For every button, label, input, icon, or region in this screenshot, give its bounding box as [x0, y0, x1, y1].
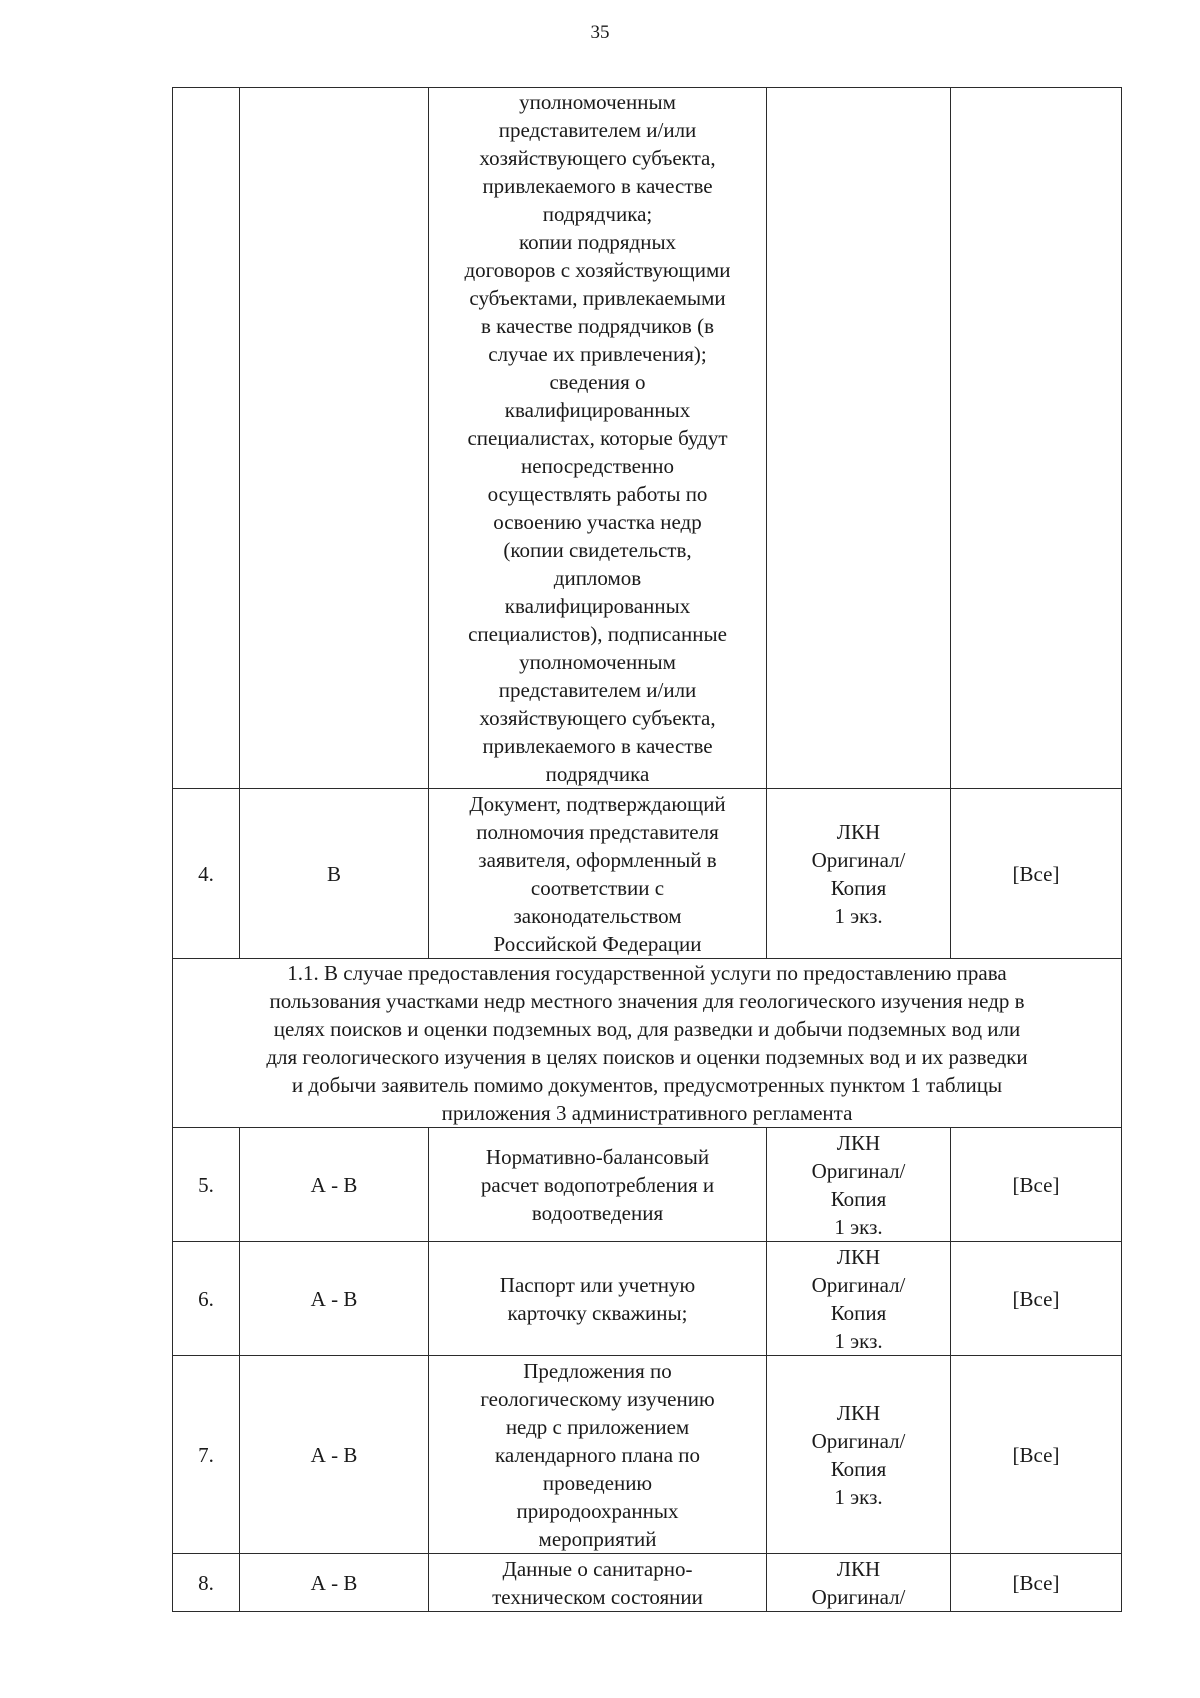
table-row-7 [173, 1356, 1122, 1554]
cell-num: 5. [173, 1128, 240, 1242]
table-row-5 [173, 1128, 1122, 1242]
cell-category: А - В [240, 1242, 429, 1356]
table-row-8 [173, 1554, 1122, 1612]
cell-num: 6. [173, 1242, 240, 1356]
cell-category: А - В [240, 1128, 429, 1242]
page-number: 35 [590, 22, 610, 43]
cell-description: уполномоченным представителем и/или хозяйствующего субъекта, привлекаемого в качестве подрядчика; копии подрядных договоров с хозяйствующими субъектами, привлекаемыми в качестве подрядчиков (в случае их привлечения); сведения о квалифицированных специалистах, которые будут непосредственно осуществлять работы по освоению участка недр (копии свидетельств, дипломов квалифицированных специалистов), подписанные уполномоченным представителем и/или хозяйствующего субъекта, привлекаемого в качестве подрядчика [429, 88, 767, 789]
cell-submission: ЛКН Оригинал/ Копия 1 экз. [767, 1356, 951, 1554]
cell-num [173, 88, 240, 789]
table-row-4 [173, 789, 1122, 959]
documents-table [172, 87, 1122, 1612]
cell-num: 4. [173, 789, 240, 959]
cell-description: Предложения по геологическому изучению недр с приложением календарного плана по проведению природоохранных мероприятий [429, 1356, 767, 1554]
cell-applicability: [Все] [951, 1242, 1122, 1356]
cell-submission: ЛКН Оригинал/ Копия 1 экз. [767, 1128, 951, 1242]
cell-description: Паспорт или учетную карточку скважины; [429, 1242, 767, 1356]
cell-category [240, 88, 429, 789]
cell-applicability [951, 88, 1122, 789]
cell-num: 7. [173, 1356, 240, 1554]
cell-applicability: [Все] [951, 1554, 1122, 1612]
cell-category: В [240, 789, 429, 959]
cell-submission: ЛКН Оригинал/ Копия 1 экз. [767, 789, 951, 959]
cell-submission: ЛКН Оригинал/ Копия 1 экз. [767, 1242, 951, 1356]
table-row-6 [173, 1242, 1122, 1356]
cell-description: Документ, подтверждающий полномочия представителя заявителя, оформленный в соответствии с законодательством Российской Федерации [429, 789, 767, 959]
cell-applicability: [Все] [951, 1356, 1122, 1554]
cell-category: А - В [240, 1554, 429, 1612]
cell-applicability: [Все] [951, 789, 1122, 959]
section-row [173, 959, 1122, 1128]
section-heading: 1.1. В случае предоставления государственной услуги по предоставлению права пользования участками недр местного значения для геологического изучения недр в целях поисков и оценки подземных вод, для разведки и добычи подземных вод или для геологического изучения в целях поисков и оценки подземных вод и их разведки и добычи заявитель помимо документов, предусмотренных пунктом 1 таблицы приложения 3 административного регламента [173, 959, 1122, 1128]
cell-submission: ЛКН Оригинал/ [767, 1554, 951, 1612]
table-row-continuation [173, 88, 1122, 789]
cell-description: Данные о санитарно- техническом состоянии [429, 1554, 767, 1612]
cell-description: Нормативно-балансовый расчет водопотребления и водоотведения [429, 1128, 767, 1242]
cell-num: 8. [173, 1554, 240, 1612]
cell-category: А - В [240, 1356, 429, 1554]
cell-applicability: [Все] [951, 1128, 1122, 1242]
cell-submission [767, 88, 951, 789]
